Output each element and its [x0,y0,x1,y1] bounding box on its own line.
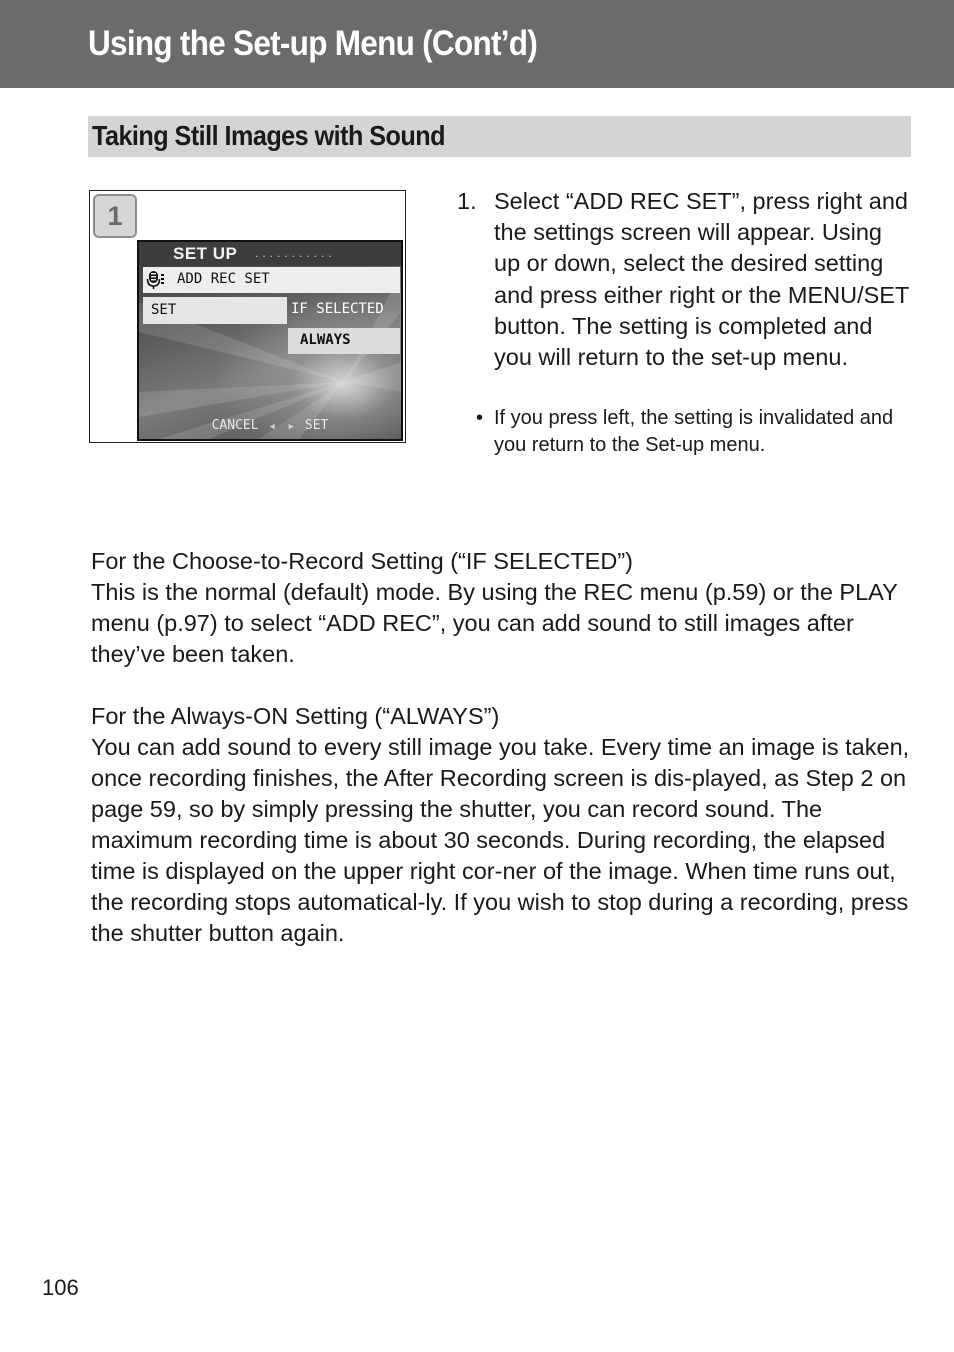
if-selected-body: This is the normal (default) mode. By using the REC menu (p.59) or the PLAY menu (p.97) to select “ADD REC”, you can add sound to still images after they’ve been taken. [91,579,898,667]
if-selected-heading: For the Choose-to-Record Setting (“IF SELECTED”) [91,548,633,574]
step-1-figure [89,190,406,443]
lcd-item-label: ADD REC SET [177,271,270,287]
lcd-setting-label: SET [151,302,177,318]
page-number: 106 [42,1275,79,1300]
step-number: 1. [457,188,477,214]
lcd-cancel-label: CANCEL [211,418,259,433]
section-title: Taking Still Images with Sound [92,120,445,151]
note-text: If you press left, the setting is invalidated and you return to the Set-up menu. [494,407,894,456]
lcd-setting-row [143,297,287,324]
page-title: Using the Set-up Menu (Cont’d) [88,24,538,63]
left-arrow-icon: ◀ [269,422,275,432]
step-text: Select “ADD REC SET”, press right and the settings screen will appear. Using up or down, select the desired setting and press either right or the MENU/SET button. The setting is completed and you will return to the set-up menu. [494,188,909,371]
bullet-symbol: • [476,407,484,429]
lcd-menu-item [143,267,400,293]
page-header [0,0,954,88]
right-arrow-icon: ▶ [288,422,295,432]
lcd-option-if-selected: IF SELECTED [291,301,384,317]
lcd-option-always-highlight [288,328,400,354]
step-number-badge: 1 [93,194,137,238]
always-section [91,701,916,949]
always-heading: For the Always-ON Setting (“ALWAYS”) [91,703,500,729]
lcd-header-dots: ........... [255,246,336,260]
lcd-option-always: ALWAYS [300,332,351,348]
microphone-icon [146,270,166,290]
camera-lcd-screen [137,240,403,441]
lcd-set-label: SET [304,418,329,433]
always-body: You can add sound to every still image you take. Every time an image is taken, once recording finishes, the After Recording screen is dis-played, as Step 2 on page 59, so by simply pressing the shutter, you can record sound. The maximum recording time is about 30 seconds. During recording, the elapsed time is displayed on the upper right cor-ner of the image. When time runs out, the recording stops automatical-ly. If you wish to stop during a recording, press the shutter button again. [91,734,910,946]
lcd-footer [139,418,401,433]
lcd-header-label: SET UP [173,244,238,263]
if-selected-section [91,546,916,670]
section-header [88,116,911,157]
lcd-header [139,242,401,266]
